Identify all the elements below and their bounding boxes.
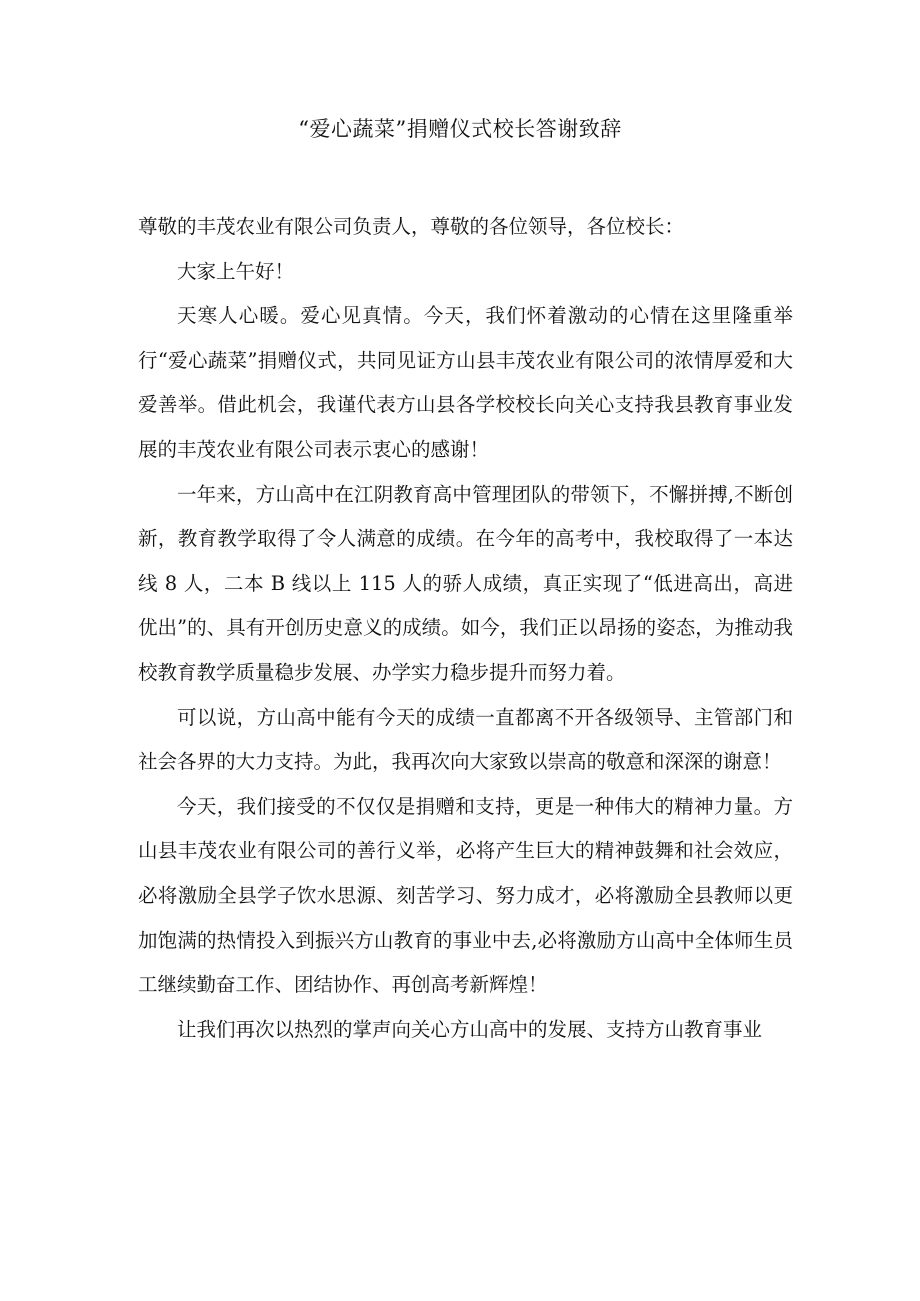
document-title: “爱心蔬菜”捐赠仪式校长答谢致辞 bbox=[298, 117, 622, 141]
document-body bbox=[138, 205, 793, 1052]
paragraph-closing: 让我们再次以热烈的掌声向关心方山高中的发展、支持方山教育事业 bbox=[177, 1017, 763, 1041]
paragraph-gratitude: 可以说，方山高中能有今天的成绩一直都离不开各级领导、主管部门和社会各界的大力支持。为此，我再次向大家致以崇高的敬意和深深的谢意！ bbox=[138, 705, 793, 774]
salutation: 尊敬的丰茂农业有限公司负责人，尊敬的各位领导，各位校长： bbox=[138, 215, 685, 238]
paragraph-achievements: 一年来，方山高中在江阴教育高中管理团队的带领下，不懈拼搏,不断创新，教育教学取得了令人满意的成绩。在今年的高考中，我校取得了一本达线 8 人，二本 B 线以上 115 人的骄人成绩，真正实现了“低进高出，高进优出”的、具有开创历史意义的成绩。如今，我们正以昂扬的姿态，为推动我校教育教学质量稳步发展、办学实力稳步提升而努力着。 bbox=[138, 482, 793, 684]
paragraph-greeting: 大家上午好！ bbox=[177, 259, 295, 283]
paragraph-opening: 天寒人心暖。爱心见真情。今天，我们怀着激动的心情在这里隆重举行“爱心蔬菜”捐赠仪式，共同见证方山县丰茂农业有限公司的浓情厚爱和大爱善举。借此机会，我谨代表方山县各学校校长向关心支持我县教育事业发展的丰茂农业有限公司表示衷心的感谢！ bbox=[138, 304, 793, 461]
paragraph-inspiration: 今天，我们接受的不仅仅是捐赠和支持，更是一种伟大的精神力量。方山县丰茂农业有限公司的善行义举，必将产生巨大的精神鼓舞和社会效应，必将激励全县学子饮水思源、刻苦学习、努力成才，必将激励全县教师以更加饱满的热情投入到振兴方山教育的事业中去,必将激励方山高中全体师生员工继续勤奋工作、团结协作、再创高考新辉煌！ bbox=[138, 794, 793, 997]
